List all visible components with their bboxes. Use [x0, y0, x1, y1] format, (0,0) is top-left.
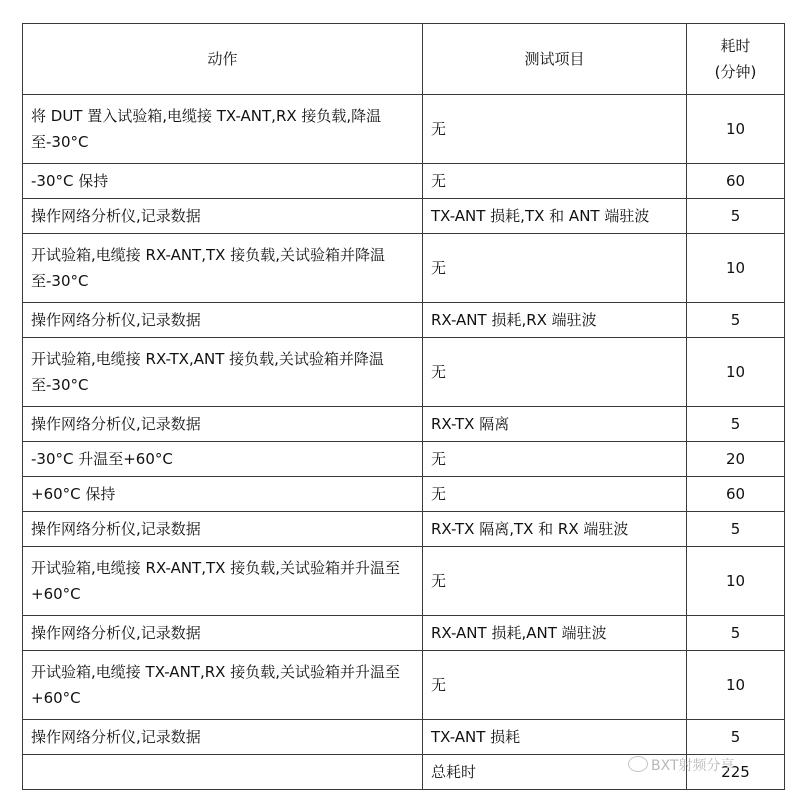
action-cell: 操作网络分析仪,记录数据	[23, 407, 423, 442]
time-cell: 5	[687, 303, 785, 338]
header-test-item: 测试项目	[423, 24, 687, 95]
action-cell: 操作网络分析仪,记录数据	[23, 512, 423, 547]
test-item-cell: RX-TX 隔离	[423, 407, 687, 442]
table-row	[23, 651, 785, 720]
test-item-cell: 无	[423, 338, 687, 407]
time-cell: 10	[687, 651, 785, 720]
table-row	[23, 442, 785, 477]
test-item-cell: RX-ANT 损耗,ANT 端驻波	[423, 616, 687, 651]
table-row	[23, 477, 785, 512]
table-body	[23, 95, 785, 790]
action-cell: -30°C 保持	[23, 164, 423, 199]
header-row	[23, 24, 785, 95]
test-procedure-table	[22, 23, 785, 790]
test-item-cell: 无	[423, 651, 687, 720]
time-cell: 5	[687, 199, 785, 234]
time-cell: 60	[687, 477, 785, 512]
time-cell: 10	[687, 95, 785, 164]
table-row	[23, 95, 785, 164]
test-item-cell: 无	[423, 234, 687, 303]
time-cell: 20	[687, 442, 785, 477]
watermark-text: BXT射频分享	[651, 758, 735, 774]
total-label: 总耗时	[423, 755, 687, 790]
header-time	[687, 24, 785, 95]
action-cell: +60°C 保持	[23, 477, 423, 512]
action-cell: 开试验箱,电缆接 RX-TX,ANT 接负载,关试验箱并降温至-30°C	[23, 338, 423, 407]
table-row	[23, 720, 785, 755]
test-item-cell: 无	[423, 477, 687, 512]
time-cell: 5	[687, 407, 785, 442]
action-cell: 操作网络分析仪,记录数据	[23, 616, 423, 651]
header-time-label: 耗时	[720, 37, 751, 55]
table-row	[23, 512, 785, 547]
time-cell: 60	[687, 164, 785, 199]
time-cell: 5	[687, 720, 785, 755]
wechat-icon	[628, 756, 648, 772]
time-cell: 10	[687, 547, 785, 616]
action-cell: 开试验箱,电缆接 RX-ANT,TX 接负载,关试验箱并降温至-30°C	[23, 234, 423, 303]
test-item-cell: TX-ANT 损耗,TX 和 ANT 端驻波	[423, 199, 687, 234]
table-row	[23, 407, 785, 442]
table-row	[23, 234, 785, 303]
total-value: 225	[687, 755, 785, 790]
action-cell: -30°C 升温至+60°C	[23, 442, 423, 477]
watermark	[628, 755, 735, 775]
header-time-unit: (分钟)	[714, 63, 757, 81]
table-row	[23, 164, 785, 199]
total-empty-cell	[23, 755, 423, 790]
time-cell: 5	[687, 512, 785, 547]
time-cell: 5	[687, 616, 785, 651]
action-cell: 操作网络分析仪,记录数据	[23, 720, 423, 755]
test-item-cell: 无	[423, 442, 687, 477]
action-cell: 开试验箱,电缆接 TX-ANT,RX 接负载,关试验箱并升温至+60°C	[23, 651, 423, 720]
time-cell: 10	[687, 338, 785, 407]
table-row	[23, 303, 785, 338]
test-item-cell: RX-ANT 损耗,RX 端驻波	[423, 303, 687, 338]
action-cell: 开试验箱,电缆接 RX-ANT,TX 接负载,关试验箱并升温至+60°C	[23, 547, 423, 616]
table-row	[23, 338, 785, 407]
test-item-cell: 无	[423, 547, 687, 616]
test-item-cell: TX-ANT 损耗	[423, 720, 687, 755]
table-row	[23, 547, 785, 616]
test-item-cell: 无	[423, 164, 687, 199]
test-item-cell: RX-TX 隔离,TX 和 RX 端驻波	[423, 512, 687, 547]
action-cell: 将 DUT 置入试验箱,电缆接 TX-ANT,RX 接负载,降温至-30°C	[23, 95, 423, 164]
time-cell: 10	[687, 234, 785, 303]
table-row	[23, 616, 785, 651]
action-cell: 操作网络分析仪,记录数据	[23, 199, 423, 234]
header-action: 动作	[23, 24, 423, 95]
test-item-cell: 无	[423, 95, 687, 164]
action-cell: 操作网络分析仪,记录数据	[23, 303, 423, 338]
table-row	[23, 199, 785, 234]
